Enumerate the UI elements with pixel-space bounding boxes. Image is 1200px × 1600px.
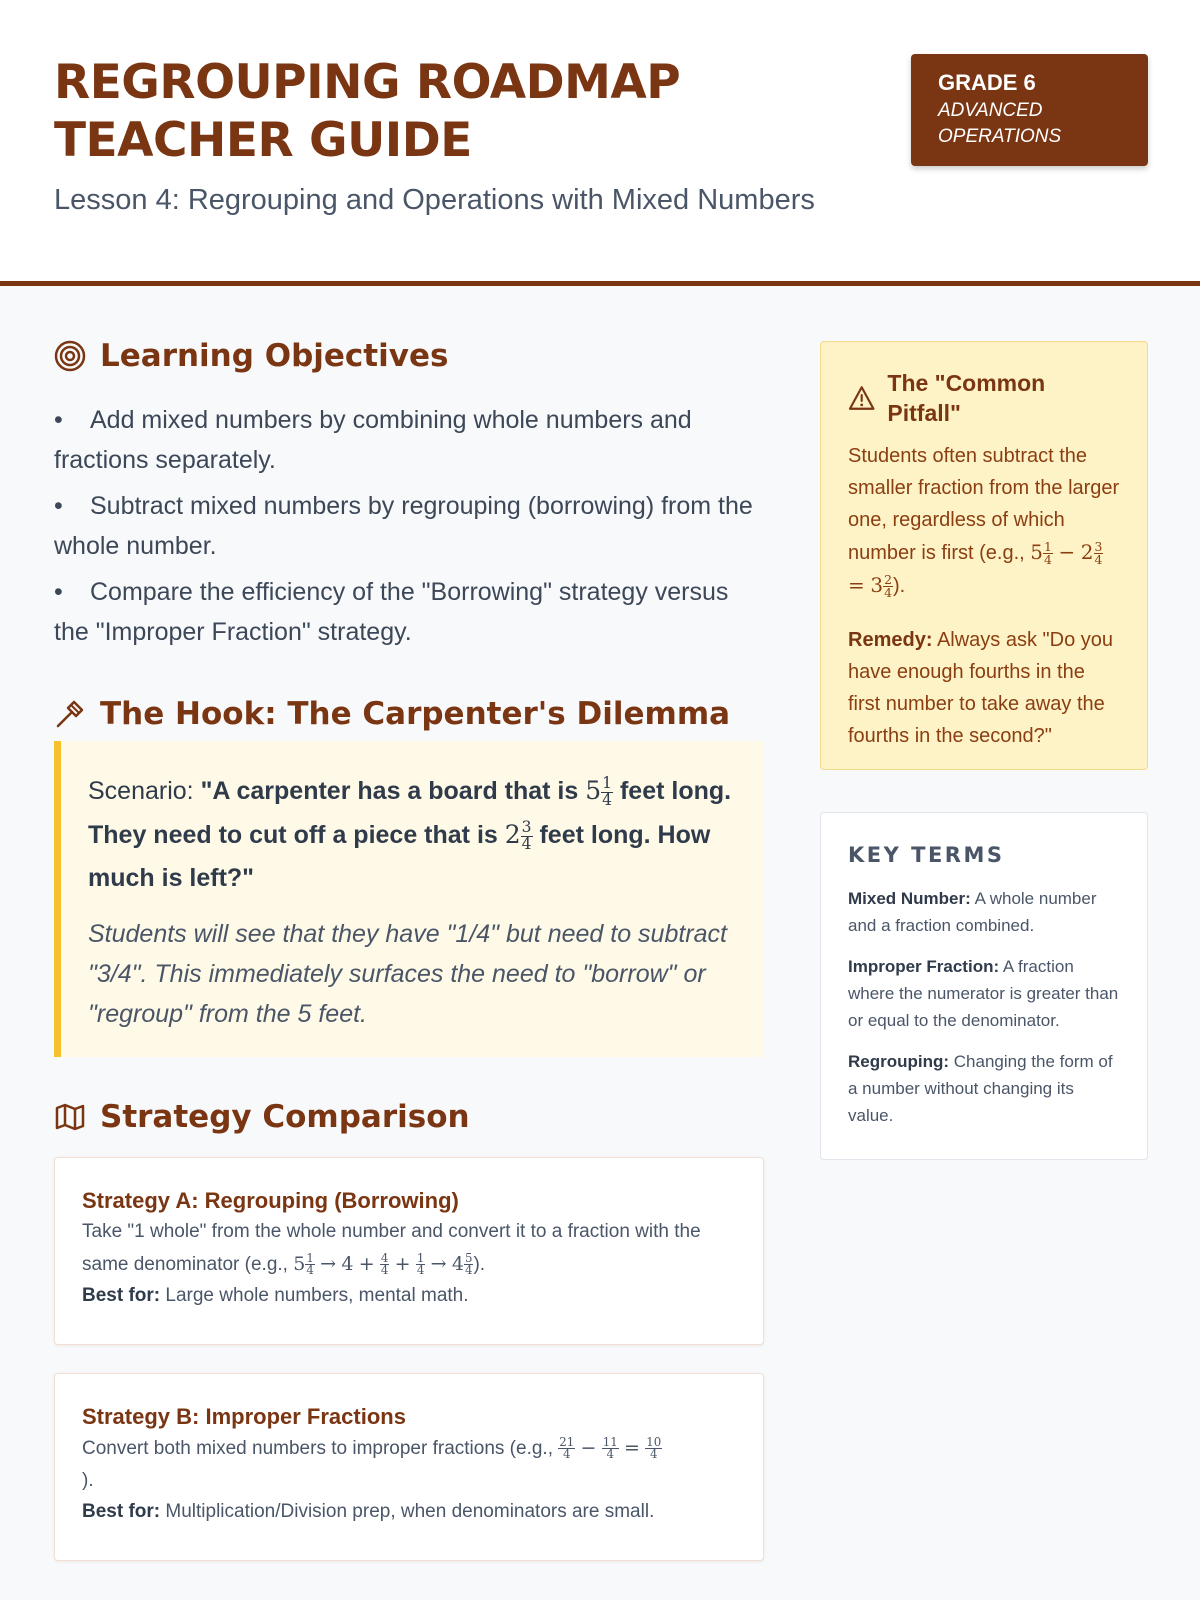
strategy-b-desc: Convert both mixed numbers to improper fractions (e.g., $\frac{21}{4}$ − $\frac{11}{4}$ = $\frac{10}{4}$ ). [82, 1434, 662, 1491]
strategy-a-desc: Take "1 whole" from the whole number and convert it to a fraction with the same denominator (e.g., 5 $\frac{1}{4}$ → 4 + $\frac{4}{4}$ + $\frac{1}{4}$ → 4 $\frac{5}{4}$ ). [82, 1221, 701, 1278]
map-icon [54, 1101, 86, 1133]
badge-grade: GRADE 6 [938, 70, 1036, 95]
strategy-a-best: Best for: Large whole numbers, mental math. [82, 1285, 469, 1306]
title-line-1: REGROUPING ROADMAP [54, 55, 681, 110]
pitfall-heading: The "Common Pitfall" [848, 368, 1120, 428]
objectives-title: Learning Objectives [100, 338, 449, 374]
grade-badge [911, 54, 1148, 166]
page-title [54, 54, 680, 170]
strategy-a-card [54, 1157, 764, 1345]
pitfall-body: Students often subtract the smaller fraction from the larger one, regardless of which number is first (e.g., 5 $\frac{1}{4}$ − 2 $\frac{3}{4}$ = 3 $\frac{2}{4}$ ). [848, 445, 1120, 601]
page-header [0, 0, 1200, 286]
term-item: Improper Fraction: A fraction where the numerator is greater than or equal to the denominator. [848, 957, 1119, 1030]
hook-note: Students will see that they have "1/4" but need to subtract "3/4". This immediately surfaces the need to "borrow" or "regroup" from the 5 feet. [88, 920, 727, 1028]
objectives-heading [54, 338, 448, 374]
warning-icon [848, 385, 875, 411]
hook-callout [54, 741, 764, 1057]
list-item: • Subtract mixed numbers by regrouping (borrowing) from the whole number. [54, 492, 753, 560]
pitfall-callout [820, 341, 1148, 770]
pitfall-remedy: Remedy: Always ask "Do you have enough fourths in the first number to take away the fourths in the second?" [848, 629, 1113, 747]
term-item: Mixed Number: A whole number and a fraction combined. [848, 889, 1097, 935]
fraction: $\frac{3}{4}$ [521, 818, 532, 853]
badge-subtitle: ADVANCED OPERATIONS [938, 100, 1062, 147]
strategy-heading [54, 1099, 470, 1135]
term-item: Regrouping: Changing the form of a number without changing its value. [848, 1052, 1113, 1125]
objectives-list [54, 400, 764, 658]
strategy-b-card [54, 1373, 764, 1561]
fraction: $\frac{1}{4}$ [602, 774, 613, 809]
hook-title: The Hook: The Carpenter's Dilemma [100, 696, 731, 732]
page-subtitle: Lesson 4: Regrouping and Operations with Mixed Numbers [54, 184, 815, 216]
strategy-b-title: Strategy B: Improper Fractions [82, 1404, 406, 1429]
title-line-2: TEACHER GUIDE [54, 113, 472, 168]
key-terms-title: KEY TERMS [848, 843, 1005, 867]
strategy-a-title: Strategy A: Regrouping (Borrowing) [82, 1188, 459, 1213]
hook-scenario: Scenario: "A carpenter has a board that is 5 $\frac{1}{4}$ feet long. They need to cut off a piece that is 2 $\frac{3}{4}$ feet long. How much is left?" [88, 774, 732, 892]
strategy-b-best: Best for: Multiplication/Division prep, when denominators are small. [82, 1501, 655, 1522]
list-item: • Compare the efficiency of the "Borrowing" strategy versus the "Improper Fraction" strategy. [54, 578, 729, 646]
hook-heading [54, 696, 730, 732]
strategy-title: Strategy Comparison [100, 1099, 470, 1135]
key-terms-card [820, 812, 1148, 1160]
hammer-icon [54, 698, 86, 730]
target-icon [54, 340, 86, 372]
list-item: • Add mixed numbers by combining whole numbers and fractions separately. [54, 406, 692, 474]
